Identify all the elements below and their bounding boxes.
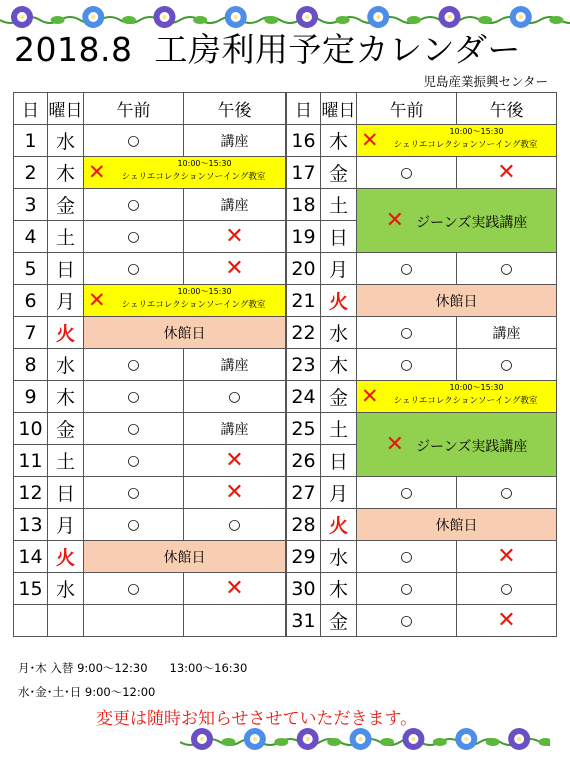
empty-cell: [48, 605, 84, 637]
lecture-label: 講座: [184, 125, 286, 157]
weekday: 月: [48, 285, 84, 317]
leaf-icon: [193, 16, 207, 24]
leaf-icon: [433, 738, 447, 746]
weekday: 木: [48, 381, 84, 413]
table-row: [14, 157, 286, 189]
day-number: 1: [14, 125, 48, 157]
morning-glory-icon: [439, 6, 461, 28]
weekday: 火: [321, 285, 357, 317]
morning-glory-icon: [510, 6, 532, 28]
weekday: 土: [321, 413, 357, 445]
unavailable-cross: ✕: [184, 445, 286, 477]
leaf-icon: [478, 16, 492, 24]
table-row: [287, 285, 557, 317]
calendar-table-right: [286, 92, 557, 637]
table-row: [287, 189, 557, 221]
leaf-icon: [486, 738, 500, 746]
weekday: 木: [48, 157, 84, 189]
class-time: 10:00～15:30: [449, 383, 504, 392]
unavailable-cross: ✕: [385, 432, 405, 457]
day-number: 15: [14, 573, 48, 605]
unavailable-cross: ✕: [385, 208, 405, 233]
day-number: 9: [14, 381, 48, 413]
weekday: 金: [48, 413, 84, 445]
header-pm: 午後: [184, 93, 286, 125]
empty-cell: [14, 605, 48, 637]
leaf-icon: [221, 738, 235, 746]
unavailable-cross: ✕: [88, 288, 106, 312]
available-circle: ○: [357, 253, 457, 285]
vine-graphic: [0, 0, 570, 34]
weekday: 水: [321, 541, 357, 573]
table-row: [287, 477, 557, 509]
class-time: 10:00～15:30: [177, 287, 232, 296]
lecture-label: 講座: [184, 349, 286, 381]
available-circle: ○: [84, 477, 184, 509]
morning-glory-icon: [82, 6, 104, 28]
hours-time: 9:00～12:00: [84, 685, 156, 699]
jeans-course-label: ジーンズ実践講座: [416, 439, 528, 455]
day-number: 20: [287, 253, 321, 285]
table-row: [287, 413, 557, 445]
title-name: 工房利用予定カレンダー: [154, 30, 521, 69]
header-weekday: 曜日: [321, 93, 357, 125]
leaf-icon: [51, 16, 65, 24]
table-header-row: [14, 93, 286, 125]
day-number: 8: [14, 349, 48, 381]
day-number: 31: [287, 605, 321, 637]
unavailable-cross: ✕: [457, 541, 557, 573]
available-circle: ○: [457, 349, 557, 381]
table-row: [287, 509, 557, 541]
unavailable-cross: ✕: [457, 605, 557, 637]
weekday: 金: [48, 189, 84, 221]
closed-day-block: 休館日: [84, 317, 286, 349]
weekday: 金: [321, 381, 357, 413]
jeans-course-block: [357, 413, 557, 477]
day-number: 22: [287, 317, 321, 349]
unavailable-cross: ✕: [184, 221, 286, 253]
available-circle: ○: [84, 381, 184, 413]
weekday: 日: [321, 221, 357, 253]
header-day: 日: [287, 93, 321, 125]
leaf-icon: [336, 16, 350, 24]
weekday: 金: [321, 605, 357, 637]
table-row-empty: [14, 605, 286, 637]
table-row: [287, 253, 557, 285]
class-time: 10:00～15:30: [449, 127, 504, 136]
available-circle: ○: [357, 317, 457, 349]
class-time: 10:00～15:30: [177, 159, 232, 168]
table-row: [14, 221, 286, 253]
table-row: [14, 445, 286, 477]
header-am: 午前: [357, 93, 457, 125]
available-circle: ○: [184, 381, 286, 413]
day-number: 26: [287, 445, 321, 477]
jeans-course-block: [357, 189, 557, 253]
table-row: [14, 509, 286, 541]
day-number: 17: [287, 157, 321, 189]
hours-days: 水･金･土･日: [18, 685, 82, 699]
weekday: 水: [48, 125, 84, 157]
available-circle: ○: [184, 509, 286, 541]
leaf-icon: [122, 16, 136, 24]
table-row: [287, 349, 557, 381]
day-number: 12: [14, 477, 48, 509]
table-header-row: [287, 93, 557, 125]
morning-glory-icon: [296, 6, 318, 28]
morning-glory-icon: [367, 6, 389, 28]
opening-hours-line-1: [18, 660, 247, 676]
header-weekday: 曜日: [48, 93, 84, 125]
sewing-class-block: [84, 157, 286, 189]
day-number: 16: [287, 125, 321, 157]
leaf-icon: [380, 738, 394, 746]
page-title: [14, 30, 521, 70]
day-number: 27: [287, 477, 321, 509]
closed-day-block: 休館日: [84, 541, 286, 573]
unavailable-cross: ✕: [361, 128, 379, 152]
table-row: [14, 253, 286, 285]
change-notice: 変更は随時お知らせさせていただきます。: [96, 709, 418, 729]
class-label: シェリエコレクションソーイング教室: [121, 172, 266, 182]
weekday: 日: [48, 477, 84, 509]
available-circle: ○: [357, 477, 457, 509]
leaf-icon: [274, 738, 288, 746]
closed-day-block: 休館日: [357, 509, 557, 541]
weekday: 月: [48, 509, 84, 541]
day-number: 11: [14, 445, 48, 477]
weekday: 日: [321, 445, 357, 477]
hours-time: 9:00～12:30: [77, 661, 148, 675]
morning-glory-icon: [297, 728, 319, 750]
unavailable-cross: ✕: [88, 160, 106, 184]
class-label: シェリエコレクションソーイング教室: [121, 300, 266, 310]
day-number: 3: [14, 189, 48, 221]
table-row: [287, 157, 557, 189]
weekday: 木: [321, 349, 357, 381]
sewing-class-block: [357, 125, 557, 157]
lecture-label: 講座: [184, 413, 286, 445]
available-circle: ○: [457, 477, 557, 509]
table-row: [14, 541, 286, 573]
morning-glory-icon: [455, 728, 477, 750]
day-number: 7: [14, 317, 48, 349]
available-circle: ○: [457, 253, 557, 285]
day-number: 23: [287, 349, 321, 381]
morning-glory-icon: [350, 728, 372, 750]
table-row: [14, 573, 286, 605]
table-row: [287, 541, 557, 573]
weekday: 水: [48, 573, 84, 605]
morning-glory-vine-top: [0, 0, 570, 34]
lecture-label: 講座: [457, 317, 557, 349]
table-row: [14, 189, 286, 221]
weekday: 水: [48, 349, 84, 381]
sewing-class-block: [357, 381, 557, 413]
available-circle: ○: [84, 573, 184, 605]
morning-glory-icon: [402, 728, 424, 750]
day-number: 13: [14, 509, 48, 541]
day-number: 21: [287, 285, 321, 317]
table-row: [14, 285, 286, 317]
table-row: [14, 381, 286, 413]
leaf-icon: [264, 16, 278, 24]
available-circle: ○: [357, 541, 457, 573]
day-number: 29: [287, 541, 321, 573]
day-number: 14: [14, 541, 48, 573]
weekday: 木: [321, 573, 357, 605]
table-row: [14, 477, 286, 509]
weekday: 土: [321, 189, 357, 221]
weekday: 土: [48, 445, 84, 477]
available-circle: ○: [357, 157, 457, 189]
table-row: [287, 125, 557, 157]
day-number: 30: [287, 573, 321, 605]
leaf-icon: [327, 738, 341, 746]
class-label: シェリエコレクションソーイング教室: [393, 396, 538, 406]
available-circle: ○: [457, 573, 557, 605]
organization-name: 児島産業振興センター: [423, 74, 548, 89]
morning-glory-icon: [154, 6, 176, 28]
leaf-icon: [549, 16, 563, 24]
table-row: [287, 573, 557, 605]
header-pm: 午後: [457, 93, 557, 125]
morning-glory-icon: [191, 728, 213, 750]
header-day: 日: [14, 93, 48, 125]
class-label: シェリエコレクションソーイング教室: [393, 140, 538, 150]
header-am: 午前: [84, 93, 184, 125]
day-number: 4: [14, 221, 48, 253]
day-number: 2: [14, 157, 48, 189]
day-number: 10: [14, 413, 48, 445]
unavailable-cross: ✕: [184, 573, 286, 605]
available-circle: ○: [84, 189, 184, 221]
weekday: 日: [48, 253, 84, 285]
available-circle: ○: [357, 573, 457, 605]
hours-days: 月･木 入替: [18, 661, 74, 675]
calendar-table-left: [13, 92, 286, 637]
empty-cell: [84, 605, 184, 637]
day-number: 5: [14, 253, 48, 285]
table-row: [14, 349, 286, 381]
leaf-icon: [539, 738, 550, 746]
available-circle: ○: [84, 413, 184, 445]
morning-glory-icon: [508, 728, 530, 750]
weekday: 土: [48, 221, 84, 253]
jeans-course-label: ジーンズ実践講座: [416, 215, 528, 231]
morning-glory-icon: [225, 6, 247, 28]
unavailable-cross: ✕: [361, 384, 379, 408]
available-circle: ○: [84, 509, 184, 541]
weekday: 火: [48, 541, 84, 573]
day-number: 18: [287, 189, 321, 221]
table-row: [287, 317, 557, 349]
leaf-icon: [407, 16, 421, 24]
opening-hours-line-2: [18, 684, 155, 700]
unavailable-cross: ✕: [184, 253, 286, 285]
available-circle: ○: [357, 605, 457, 637]
weekday: 水: [321, 317, 357, 349]
table-row: [287, 381, 557, 413]
weekday: 金: [321, 157, 357, 189]
morning-glory-icon: [244, 728, 266, 750]
available-circle: ○: [84, 221, 184, 253]
table-row: [14, 317, 286, 349]
available-circle: ○: [84, 253, 184, 285]
empty-cell: [184, 605, 286, 637]
weekday: 火: [48, 317, 84, 349]
lecture-label: 講座: [184, 189, 286, 221]
available-circle: ○: [84, 125, 184, 157]
unavailable-cross: ✕: [184, 477, 286, 509]
table-row: [14, 125, 286, 157]
available-circle: ○: [357, 349, 457, 381]
closed-day-block: 休館日: [357, 285, 557, 317]
weekday: 火: [321, 509, 357, 541]
unavailable-cross: ✕: [457, 157, 557, 189]
weekday: 木: [321, 125, 357, 157]
day-number: 25: [287, 413, 321, 445]
day-number: 24: [287, 381, 321, 413]
morning-glory-icon: [11, 6, 33, 28]
table-row: [287, 605, 557, 637]
day-number: 19: [287, 221, 321, 253]
hours-time: 13:00～16:30: [169, 661, 248, 675]
day-number: 28: [287, 509, 321, 541]
title-year: 2018.8: [14, 30, 133, 69]
available-circle: ○: [84, 349, 184, 381]
sewing-class-block: [84, 285, 286, 317]
available-circle: ○: [84, 445, 184, 477]
day-number: 6: [14, 285, 48, 317]
table-row: [14, 413, 286, 445]
weekday: 月: [321, 477, 357, 509]
weekday: 月: [321, 253, 357, 285]
